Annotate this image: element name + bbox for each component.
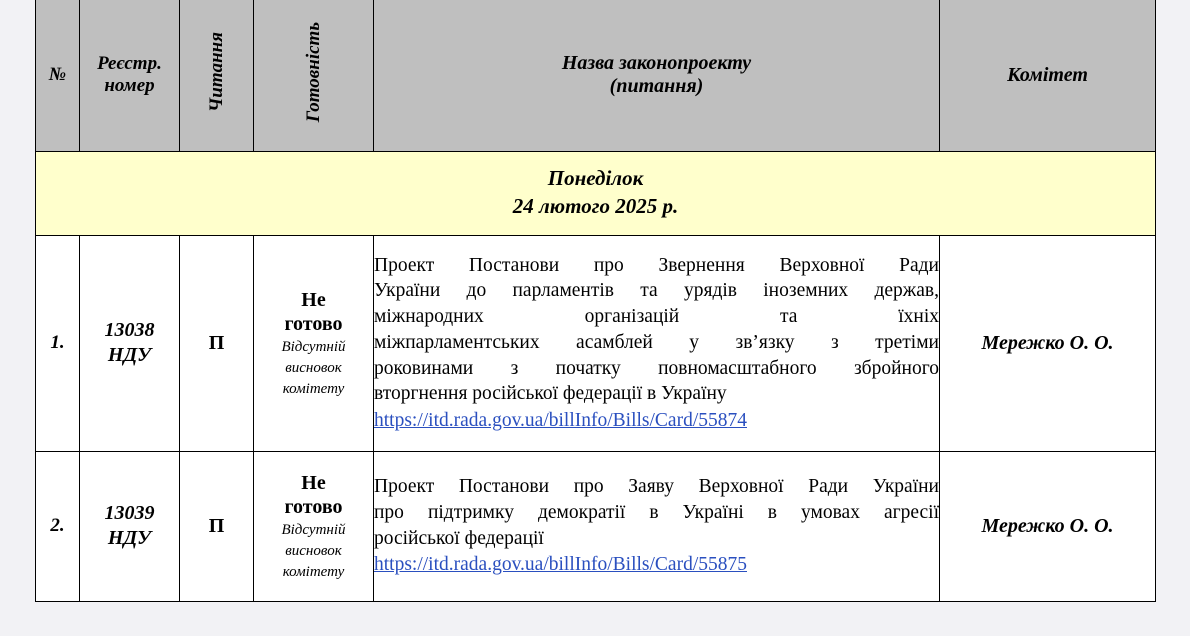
header-reading <box>180 0 254 152</box>
row-reading: П <box>180 235 254 451</box>
row-reg-number-source: НДУ <box>107 527 152 550</box>
row-readiness-status-line2: готово <box>284 496 343 519</box>
row-readiness-note-line3: комітету <box>282 563 345 580</box>
document-sheet <box>35 0 1155 602</box>
row-reg-number <box>80 451 180 601</box>
table-header <box>36 0 1156 152</box>
row-reg-number-value: 13038 <box>104 319 155 342</box>
row-readiness-status-line1: Не <box>301 472 326 495</box>
header-reg-number-line1: Реєстр. <box>97 53 162 75</box>
table-row <box>36 451 1156 601</box>
bill-text-line: міжнародних організацій та їхніх <box>374 306 939 328</box>
header-readiness-label: Готовність <box>302 21 324 123</box>
bill-text-line: вторгнення російської федерації в Україну <box>374 383 727 405</box>
row-reading: П <box>180 451 254 601</box>
row-readiness-note-line2: висновок <box>285 359 342 376</box>
table-body <box>36 152 1156 602</box>
row-reg-number <box>80 235 180 451</box>
bill-text-line: про підтримку демократії в Україні в умовах агресії <box>374 501 939 523</box>
header-number: № <box>36 0 80 152</box>
row-reg-number-value: 13039 <box>104 502 155 525</box>
bill-text-line: російської федерації <box>374 527 544 549</box>
header-bill-name <box>374 0 940 152</box>
row-readiness <box>254 235 374 451</box>
header-readiness <box>254 0 374 152</box>
row-reg-number-source: НДУ <box>107 344 152 367</box>
row-number: 1. <box>36 235 80 451</box>
row-committee: Мережко О. О. <box>940 235 1156 451</box>
header-reg-number <box>80 0 180 152</box>
bill-card-link[interactable]: https://itd.rada.gov.ua/billInfo/Bills/Card/55874 <box>374 410 747 432</box>
row-readiness-note-line1: Відсутній <box>281 522 346 539</box>
row-readiness-note-line1: Відсутній <box>281 339 346 356</box>
row-readiness-status-line1: Не <box>301 289 326 312</box>
row-readiness <box>254 451 374 601</box>
row-bill-name <box>374 451 940 601</box>
table-row <box>36 235 1156 451</box>
bill-text-line: Проект Постанови про Звернення Верховної Ради <box>374 254 939 276</box>
day-separator-cell <box>36 152 1156 236</box>
bill-text-line: України до парламентів та урядів іноземних держав, <box>374 280 939 302</box>
header-reading-label: Читання <box>205 32 227 113</box>
row-readiness-note-line3: комітету <box>282 380 345 397</box>
day-weekday: Понеділок <box>547 166 644 190</box>
row-number: 2. <box>36 451 80 601</box>
header-bill-name-line1: Назва законопроекту <box>561 52 752 74</box>
row-readiness-note-line2: висновок <box>285 542 342 559</box>
header-committee: Комітет <box>940 0 1156 152</box>
day-separator-row <box>36 152 1156 236</box>
row-readiness-status-line2: готово <box>284 313 343 336</box>
row-committee: Мережко О. О. <box>940 451 1156 601</box>
bill-text-line: міжпарламентських асамблей у зв’язку з третіми <box>374 331 939 353</box>
header-bill-name-line2: (питання) <box>609 75 704 97</box>
row-bill-name <box>374 235 940 451</box>
day-date: 24 лютого 2025 р. <box>512 194 679 219</box>
bill-card-link[interactable]: https://itd.rada.gov.ua/billInfo/Bills/Card/55875 <box>374 554 747 576</box>
agenda-table <box>35 0 1156 602</box>
bill-text-line: Проект Постанови про Заяву Верховної Ради України <box>374 476 939 498</box>
header-row <box>36 0 1156 152</box>
bill-text-line: роковинами з початку повномасштабного збройного <box>374 357 939 379</box>
header-reg-number-line2: номер <box>104 75 155 96</box>
